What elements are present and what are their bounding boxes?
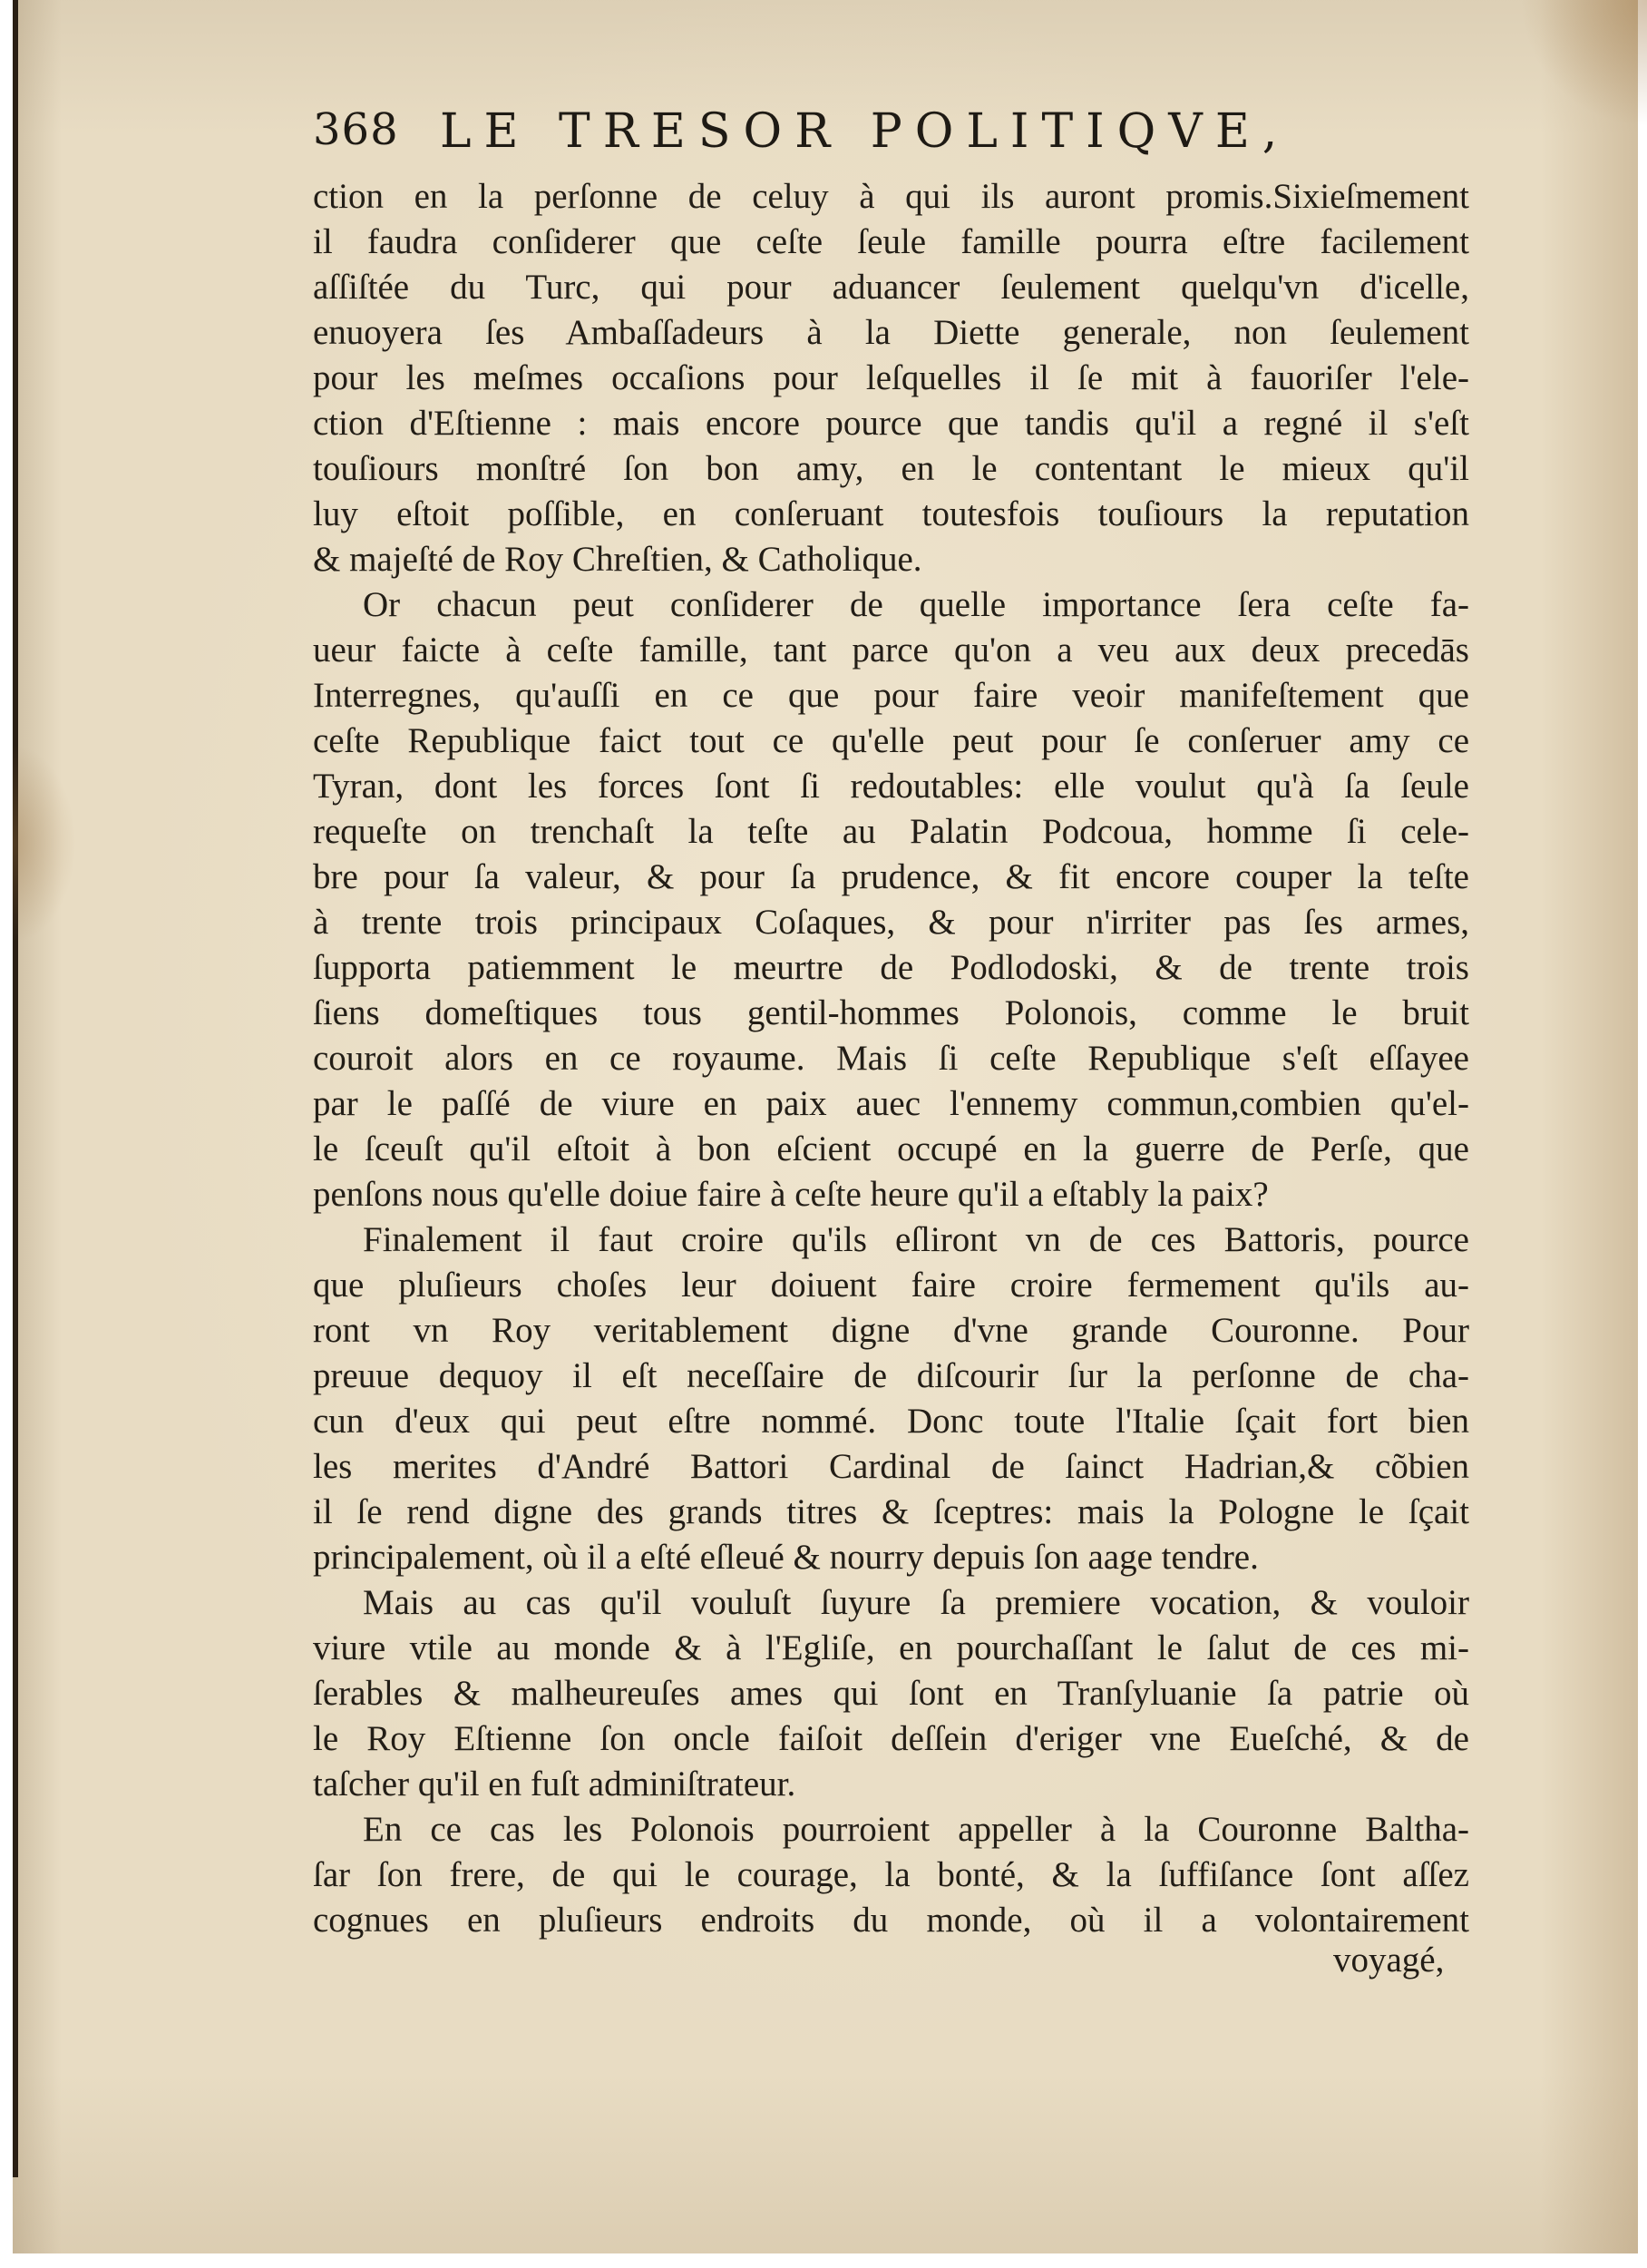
text-line: preuue dequoy il eſt neceſſaire de diſcourir ſur la perſonne de cha-	[313, 1356, 1469, 1395]
text-line: il ſe rend digne des grands titres & ſceptres: mais la Pologne le ſçait	[313, 1492, 1469, 1531]
text-line: ceſte Republique faict tout ce qu'elle peut pour ſe conſeruer amy ce	[313, 721, 1469, 760]
text-line: Finalement il faut croire qu'ils eſliront vn de ces Battoris, pource	[363, 1220, 1469, 1259]
text-line: ſupporta patiemment le meurtre de Podlodoski, & de trente trois	[313, 948, 1469, 987]
text-line: ction en la perſonne de celuy à qui ils auront promis.Sixieſmement	[313, 177, 1469, 216]
text-line: enuoyera ſes Ambaſſadeurs à la Diette generale, non ſeulement	[313, 313, 1469, 352]
text-line: taſcher qu'il en fuſt adminiſtrateur.	[313, 1765, 796, 1804]
corner-stain	[1520, 0, 1647, 127]
page-header	[304, 104, 1320, 168]
text-line: Or chacun peut conſiderer de quelle importance ſera ceſte fa-	[363, 585, 1469, 624]
text-line: le ſceuſt qu'il eſtoit à bon eſcient occupé en la guerre de Perſe, que	[313, 1129, 1469, 1168]
text-line: Mais au cas qu'il vouluſt ſuyure ſa premiere vocation, & vouloir	[363, 1583, 1469, 1622]
text-line: ſar ſon frere, de qui le courage, la bonté, & la ſuffiſance ſont aſſez	[313, 1855, 1469, 1894]
text-line: à trente trois principaux Coſaques, & pour n'irriter pas ſes armes,	[313, 903, 1469, 942]
catchword: voyagé,	[1333, 1941, 1445, 1980]
text-line: Interregnes, qu'auſſi en ce que pour faire veoir manifeſtement que	[313, 676, 1469, 715]
text-line: par le paſſé de viure en paix auec l'ennemy commun,combien qu'el-	[313, 1084, 1469, 1123]
text-line: ront vn Roy veritablement digne d'vne grande Couronne. Pour	[313, 1311, 1469, 1350]
text-line: & majeſté de Roy Chreſtien, & Catholique.	[313, 540, 922, 579]
text-line: il faudra conſiderer que ceſte ſeule famille pourra eſtre facilement	[313, 222, 1469, 261]
text-line: requeſte on trenchaſt la teſte au Palatin Podcoua, homme ſi cele-	[313, 812, 1469, 851]
text-line: ction d'Eſtienne : mais encore pource que tandis qu'il a regné il s'eſt	[313, 404, 1469, 443]
page-number: 368	[313, 104, 399, 155]
text-line: principalement, où il a eſté eſleué & nourry depuis ſon aage tendre.	[313, 1538, 1259, 1577]
text-line: En ce cas les Polonois pourroient appeller à la Couronne Baltha-	[363, 1810, 1469, 1849]
text-line: le Roy Eſtienne ſon oncle faiſoit deſſein d'eriger vne Eueſché, & de	[313, 1719, 1469, 1758]
margin-stain	[13, 744, 76, 943]
text-line: bre pour ſa valeur, & pour ſa prudence, & fit encore couper la teſte	[313, 857, 1469, 896]
text-line: aſſiſtée du Turc, qui pour aduancer ſeulement quelqu'vn d'icelle,	[313, 268, 1469, 307]
text-line: penſons nous qu'elle doiue faire à ceſte heure qu'il a eſtably la paix?	[313, 1175, 1269, 1214]
text-line: cognues en pluſieurs endroits du monde, où il a volontairement	[313, 1901, 1469, 1940]
text-line: Tyran, dont les forces ſont ſi redoutables: elle voulut qu'à ſa ſeule	[313, 767, 1469, 806]
body-text	[313, 174, 1469, 1943]
text-line: luy eſtoit poſſible, en conſeruant toutesfois touſiours la reputation	[313, 494, 1469, 533]
page-edge-shadow	[13, 0, 18, 2177]
text-line: ueur faicte à ceſte famille, tant parce qu'on a veu aux deux precedās	[313, 631, 1469, 670]
running-title: LE TRESOR POLITIQVE,	[440, 104, 1291, 159]
text-line: viure vtile au monde & à l'Egliſe, en pourchaſſant le ſalut de ces mi-	[313, 1628, 1469, 1667]
text-line: touſiours monſtré ſon bon amy, en le contentant le mieux qu'il	[313, 449, 1469, 488]
text-line: ſerables & malheureuſes ames qui ſont en Tranſyluanie ſa patrie où	[313, 1674, 1469, 1713]
text-line: couroit alors en ce royaume. Mais ſi ceſte Republique s'eſt eſſayee	[313, 1039, 1469, 1078]
text-line: ſiens domeſtiques tous gentil-hommes Polonois, comme le bruit	[313, 993, 1469, 1032]
text-line: les merites d'André Battori Cardinal de ſainct Hadrian,& cõbien	[313, 1447, 1469, 1486]
text-line: que pluſieurs choſes leur doiuent faire croire fermement qu'ils au-	[313, 1266, 1469, 1305]
text-line: cun d'eux qui peut eſtre nommé. Donc toute l'Italie ſçait fort bien	[313, 1402, 1469, 1441]
text-line: pour les meſmes occaſions pour leſquelles il ſe mit à fauoriſer l'ele-	[313, 358, 1469, 397]
